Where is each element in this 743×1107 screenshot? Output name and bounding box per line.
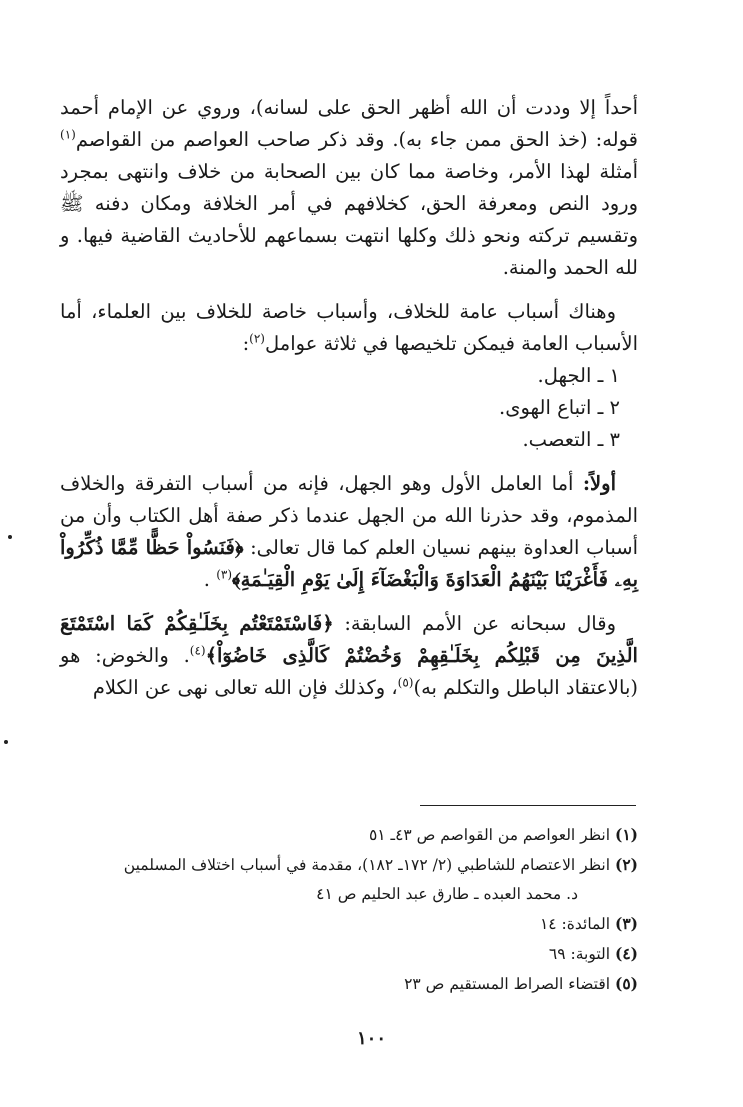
paragraph-3-text: أما العامل الأول وهو الجهل، فإنه من أسباب التفرقة والخلاف المذموم، وقد حذرنا الله من الجهل عندما ذكر صفة أهل الكتاب وأن من أسباب العداوة بينهم نسيان العلم كما قال تعالى: [60,472,638,559]
footnote-number: (٣) [614,914,638,933]
footnote-number: (٤) [614,944,638,963]
footnote-ref-1: (١) [60,127,76,142]
list-item-3: ٣ ـ التعصب. [522,428,620,451]
footnote-text: التوبة: ٦٩ [548,945,611,963]
margin-mark [8,535,12,539]
paragraph-4-text: وقال سبحانه عن الأمم السابقة: [333,612,616,635]
footnote-2-continuation: د. محمد العبده ـ طارق عبد الحليم ص ٤١ [316,885,578,903]
footnote-number: (١) [614,825,638,844]
list-item-2: ٢ ـ اتباع الهوى. [499,396,620,419]
paragraph-1 [60,92,638,284]
footnote-2 [60,850,638,880]
paragraph-3-lead: أولاً: [582,472,616,495]
quran-verse-2: ﴿فَاسْتَمْتَعْتُم بِخَلَـٰقِكُمْ كَمَا اسْتَمْتَعَ الَّذِينَ مِن قَبْلِكُم بِخَلَـٰقِهِمْ وَخُضْتُمْ كَالَّذِى خَاضُوٓاْ﴾ [60,612,638,667]
margin-mark [4,740,8,744]
footnote-ref-4: (٤) [189,643,206,658]
footnote-1 [60,820,638,850]
quran-verse-1: ﴿فَنَسُواْ حَظًّا مِّمَّا ذُكِّرُواْ بِهِۦ فَأَغْرَيْنَا بَيْنَهُمُ الْعَدَاوَةَ وَالْبَغْضَآءَ إِلَىٰ يَوْمِ الْقِيَـٰمَةِ﴾ [60,536,638,591]
paragraph-4 [60,608,638,704]
footnote-text: انظر الاعتصام للشاطبي (٢/ ١٧٢ـ ١٨٢)، مقدمة في أسباب اختلاف المسلمين [123,856,611,874]
paragraph-2-text: وهناك أسباب عامة للخلاف، وأسباب خاصة للخلاف بين العلماء، أما الأسباب العامة فيمكن تلخيصها في ثلاثة عوامل [60,300,638,355]
paragraph-3 [60,468,638,596]
footnote-4 [60,939,638,969]
paragraph-3-text-after: . [203,568,217,591]
paragraph-4-text-mid: . والخوض: هو (بالاعتقاد الباطل والتكلم به) [60,644,638,699]
footnote-number: (٥) [614,974,638,993]
footnote-text: اقتضاء الصراط المستقيم ص ٢٣ [404,975,611,993]
footnote-ref-3: (٣) [216,567,233,582]
paragraph-4-text-after: ، وكذلك فإن الله تعالى نهى عن الكلام [92,676,398,699]
paragraph-2 [60,296,638,360]
footnote-text: المائدة: ١٤ [539,915,611,933]
main-text [60,92,638,704]
footnote-5 [60,969,638,999]
footnote-3 [60,909,638,939]
list-item-1: ١ ـ الجهل. [537,364,620,387]
footnotes [60,820,638,999]
footnote-text: انظر العواصم من القواصم ص ٤٣ـ ٥١ [368,826,611,844]
footnote-ref-5: (٥) [397,675,414,690]
page-number: ١٠٠ [356,1028,386,1049]
footnote-number: (٢) [614,855,638,874]
footnote-divider [420,805,636,806]
footnote-ref-2: (٢) [249,331,265,346]
paragraph-2-text-after: : [242,332,250,355]
paragraph-1-text: أحداً إلا وددت أن الله أظهر الحق على لسانه)، وروي عن الإمام أحمد قوله: (خذ الحق ممن جاء به). وقد ذكر صاحب العواصم من القواصم [60,96,638,151]
paragraph-1-text-after: أمثلة لهذا الأمر، وخاصة مما كان بين الصحابة من خلاف وانتهى بمجرد ورود النص ومعرفة الحق، كخلافهم في أمر الخلافة ومكان دفنه ﷺ وتقسيم تركته ونحو ذلك وكلها انتهت بسماعهم للأحاديث القاضية فيها. و لله الحمد والمنة. [60,160,638,279]
